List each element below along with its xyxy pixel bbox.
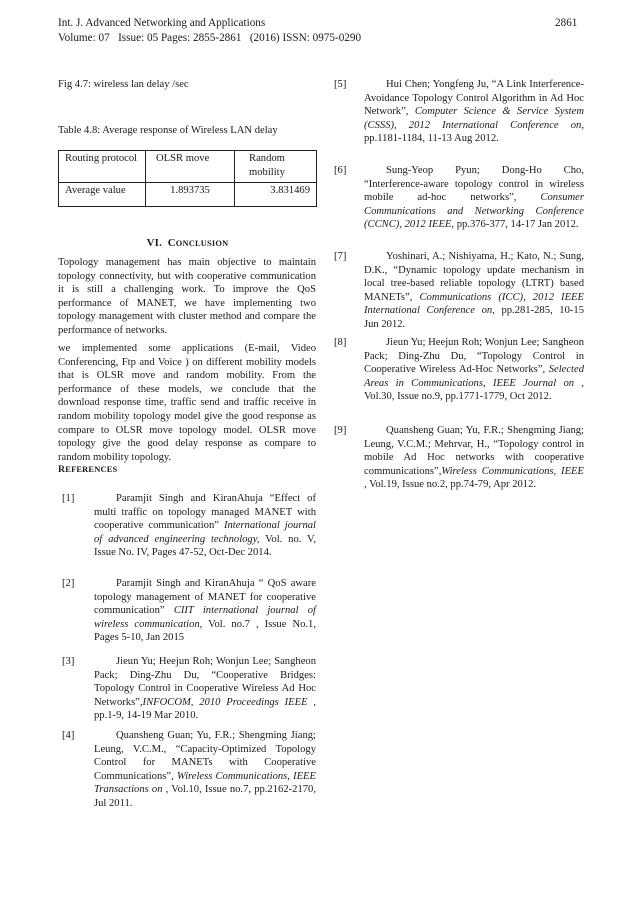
reference-text	[364, 424, 584, 492]
reference-text	[364, 250, 584, 332]
section-number: VI.	[146, 237, 162, 249]
reference-details: , Vol.19, Issue no.2, pp.74-79, Apr 2012.	[364, 479, 537, 491]
reference-venue: INFOCOM, 2010 Proceedings IEEE	[142, 696, 308, 708]
conclusion-paragraph-1: Topology management has main objective to maintain topology connectivity, but with cooperative communication it is still a challenging work. To improve the QoS performance of MANET, we have implementing two topology management with cluster method and compare the performance of networks.	[58, 257, 316, 336]
reference-venue: Wireless Communications, IEEE	[441, 465, 584, 477]
reference-authors: Quansheng Guan; Yu, F.R.; Shengming Jiang; Leung, V.C.M.; Mehrvar, H., “Topology control in mobile Ad Hoc networks with cooperative communications”,	[364, 425, 584, 477]
page-number: 2861	[555, 17, 578, 29]
reference-venue: International journal of advanced engineering technology,	[94, 520, 316, 545]
reference-authors: Jieun Yu; Heejun Roh; Wonjun Lee; Sangheon Pack; Ding-Zhu Du, “Cooperative Bridges: Topology Control in Cooperative Wireless Ad Hoc Networks”,	[94, 656, 316, 708]
references-title-initial: R	[58, 464, 66, 475]
running-header-journal: Int. J. Advanced Networking and Applications	[58, 17, 266, 29]
references-title-rest: EFERENCES	[65, 465, 118, 474]
section-title-initial: C	[167, 237, 176, 249]
reference-number: [1]	[62, 493, 75, 504]
reference-authors: Yoshinari, A.; Nishiyama, H.; Kato, N.; Sung, D.K., “Dynamic topology update mechanism in local tree-based reliable topology (LTRT) based MANETs”,	[364, 251, 584, 303]
reference-item	[334, 78, 584, 158]
reference-number: [7]	[334, 251, 347, 262]
reference-item	[62, 492, 316, 572]
figure-caption: Fig 4.7: wireless lan delay /sec	[58, 79, 189, 90]
reference-number: [9]	[334, 425, 347, 436]
reference-venue: Consumer Communications and Networking Conference (CCNC), 2012 IEEE	[364, 192, 584, 231]
reference-text	[94, 729, 316, 811]
table-header-cell: Random mobility	[235, 151, 317, 183]
results-table	[58, 150, 317, 207]
reference-details: , Vol.10, Issue no.7, pp.2162-2170, Jul 2011.	[94, 784, 316, 809]
reference-text	[364, 336, 584, 404]
reference-number: [4]	[62, 730, 75, 741]
reference-details: , pp.1-9, 14-19 Mar 2010.	[94, 696, 316, 722]
reference-text	[364, 164, 584, 232]
reference-item	[334, 336, 584, 416]
table-caption: Table 4.8: Average response of Wireless LAN delay	[58, 125, 278, 136]
reference-details: , pp.1181-1184, 11-13 Aug 2012.	[364, 119, 584, 145]
reference-details: Vol. no.7 , Issue No.1, Pages 5-10, Jan 2015	[94, 618, 316, 644]
reference-details: , pp.281-285, 10-15 Jun 2012.	[364, 305, 584, 330]
reference-item	[62, 577, 316, 647]
reference-authors: Paramjit Singh and KiranAhuja “ QoS aware topology management of MANET for cooperative communication”	[94, 578, 316, 617]
reference-number: [5]	[334, 79, 347, 90]
table-cell: Average value	[59, 183, 146, 207]
table-row	[59, 183, 317, 207]
reference-authors: Jieun Yu; Heejun Roh; Wonjun Lee; Sangheon Pack; Ding-Zhu Du, “Topology Control in Cooperative Wireless Ad-Hoc Networks”,	[364, 337, 584, 376]
table-header-cell: Routing protocol	[59, 151, 146, 183]
reference-text	[94, 492, 316, 560]
reference-authors: Sung-Yeop Pyun; Dong-Ho Cho, “Interference-aware topology control in wireless mobile ad-hoc networks”,	[364, 165, 584, 204]
reference-number: [2]	[62, 578, 75, 589]
reference-authors: Quansheng Guan; Yu, F.R.; Shengming Jiang; Leung, V.C.M., “Capacity-Optimized Topology Control for MANETs with Cooperative Communications”,	[94, 730, 316, 782]
reference-venue: Selected Areas in Communications, IEEE Journal on	[364, 364, 584, 389]
section-title-rest: ONCLUSION	[175, 239, 229, 248]
table-header-cell: OLSR move	[146, 151, 235, 183]
conclusion-paragraph-2: we implemented some applications (E-mail, Video Conferencing, Ftp and Voice ) on different mobility models that is OLSR move and random mobility. From the performance of these models, we conclude that the download response time, traffic send and traffic receive in random mobility topology model give the good response as compare to OLSR move topology model. OLSR move topology give the good delay response as compare to random mobility topology.	[58, 343, 316, 463]
section-heading-conclusion	[58, 237, 317, 249]
reference-venue: Computer Science & Service System (CSSS), 2012 International Conference on	[364, 106, 584, 131]
reference-text	[94, 577, 316, 645]
reference-number: [3]	[62, 656, 75, 667]
reference-authors: Hui Chen; Yongfeng Ju, “A Link Interference-Avoidance Topology Control Algorithm in Ad Hoc Network”,	[364, 79, 584, 118]
table-cell: 3.831469	[235, 183, 317, 207]
reference-item	[334, 250, 584, 330]
reference-details: , Vol.30, Issue no.9, pp.1771-1779, Oct 2012.	[364, 377, 585, 403]
reference-authors: Paramjit Singh and KiranAhuja “Effect of multi traffic on topology managed MANET with cooperative communication”	[94, 493, 316, 532]
reference-item	[62, 729, 316, 809]
running-header-volume: Volume: 07 Issue: 05 Pages: 2855-2861 (2016) ISSN: 0975-0290	[58, 32, 362, 44]
references-heading	[58, 464, 117, 475]
table-cell: 1.893735	[146, 183, 235, 207]
reference-number: [6]	[334, 165, 347, 176]
reference-venue: CIIT international journal of wireless communication,	[94, 605, 316, 630]
reference-text	[94, 655, 316, 723]
table-header-row	[59, 151, 317, 183]
reference-text	[364, 78, 584, 146]
reference-item	[334, 164, 584, 244]
reference-details: , pp.376-377, 14-17 Jan 2012.	[451, 219, 579, 231]
reference-venue: Communications (ICC), 2012 IEEE International Conference on	[364, 291, 585, 317]
reference-venue: Wireless Communications, IEEE Transactions on	[94, 770, 316, 796]
reference-details: Vol. no. V, Issue No. IV, Pages 47-52, Oct-Dec 2014.	[94, 533, 316, 559]
reference-number: [8]	[334, 337, 347, 348]
reference-item	[334, 424, 584, 504]
reference-item	[62, 655, 316, 725]
